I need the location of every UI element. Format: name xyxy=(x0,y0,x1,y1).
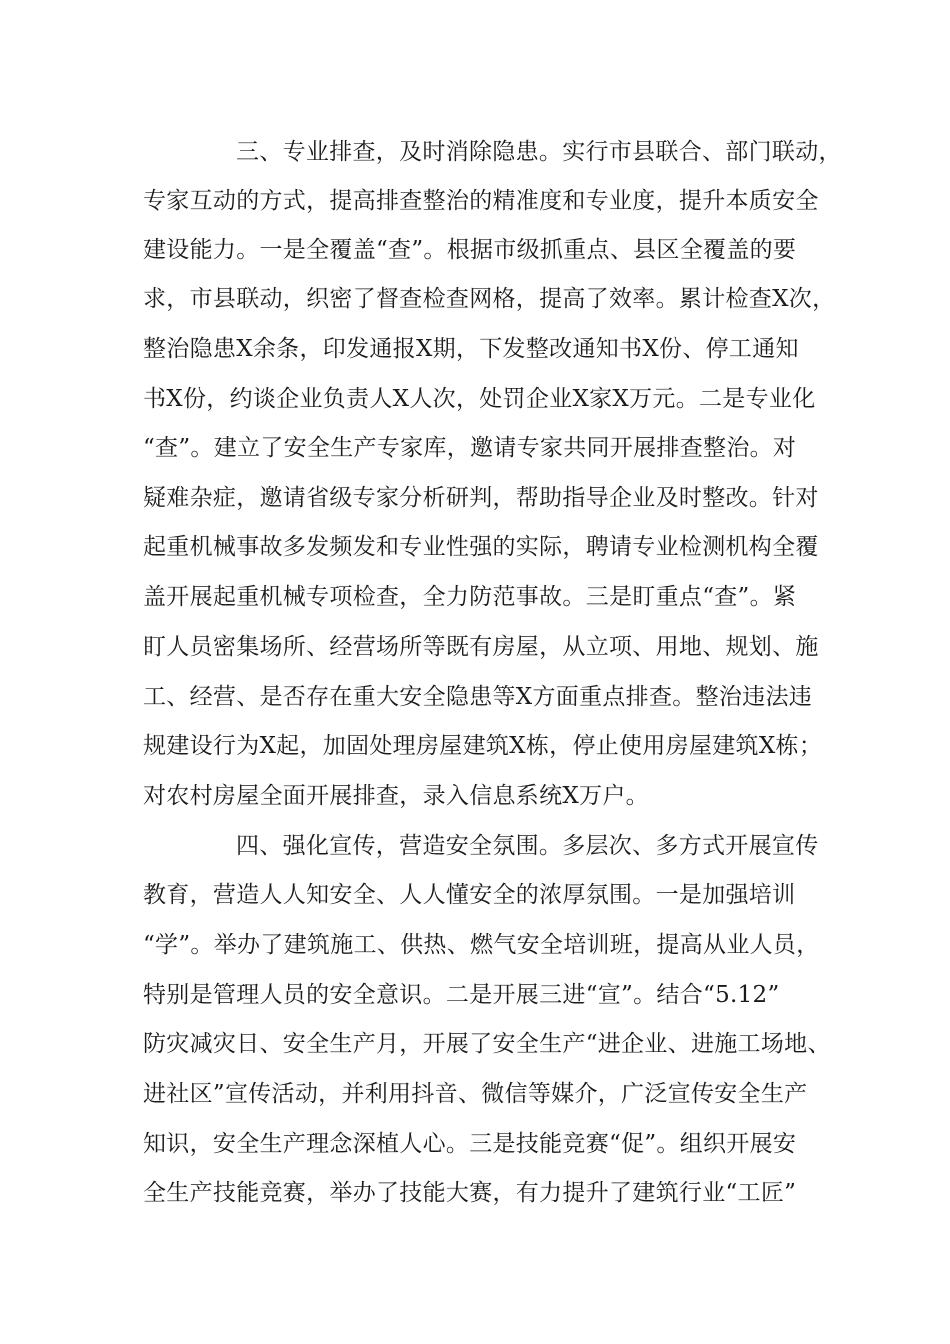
paragraph-line: 特别是管理人员的安全意识。二是开展三进“宣”。结合“5.12” xyxy=(143,982,780,1008)
paragraph-line: 规建设行为X起，加固处理房屋建筑X栋，停止使用房屋建筑X栋； xyxy=(143,733,823,759)
paragraph-line: 防灾减灾日、安全生产月，开展了安全生产“进企业、进施工场地、 xyxy=(143,1031,831,1057)
paragraph-line: 整治隐患X余条，印发通报X期，下发整改通知书X份、停工通知 xyxy=(143,336,799,362)
paragraph-line: 对农村房屋全面开展排查，录入信息系统X万户。 xyxy=(143,783,649,809)
paragraph-line: 盯人员密集场所、经营场所等既有房屋，从立项、用地、规划、施 xyxy=(143,634,819,660)
paragraph-line: 四、强化宣传，营造安全氛围。多层次、多方式开展宣传 xyxy=(236,833,819,859)
paragraph-line: 疑难杂症，邀请省级专家分析研判，帮助指导企业及时整改。针对 xyxy=(143,485,819,511)
paragraph-line: 进社区”宣传活动，并利用抖音、微信等媒介，广泛宣传安全生产 xyxy=(143,1081,808,1107)
paragraph-line: “查”。建立了安全生产专家库，邀请专家共同开展排查整治。对 xyxy=(143,435,797,461)
paragraph-line: 建设能力。一是全覆盖“查”。根据市级抓重点、县区全覆盖的要 xyxy=(143,237,797,263)
paragraph-line: 三、专业排查，及时消除隐患。实行市县联合、部门联动， xyxy=(236,139,842,165)
paragraph-line: 盖开展起重机械专项检查，全力防范事故。三是盯重点“查”。紧 xyxy=(143,584,797,610)
paragraph-line: 求，市县联动，织密了督查检查网格，提高了效率。累计检查X次， xyxy=(143,286,836,312)
paragraph-line: “学”。举办了建筑施工、供热、燃气安全培训班，提高从业人员， xyxy=(143,932,820,958)
paragraph-line: 全生产技能竞赛，举办了技能大赛，有力提升了建筑行业“工匠” xyxy=(143,1180,797,1206)
paragraph-line: 书X份，约谈企业负责人X人次，处罚企业X家X万元。二是专业化 xyxy=(143,386,816,412)
paragraph-line: 起重机械事故多发频发和专业性强的实际，聘请专业检测机构全覆 xyxy=(143,534,819,560)
paragraph-line: 专家互动的方式，提高排查整治的精准度和专业度，提升本质安全 xyxy=(143,188,819,214)
paragraph-line: 工、经营、是否存在重大安全隐患等X方面重点排查。整治违法违 xyxy=(143,684,813,710)
paragraph-line: 教育，营造人人知安全、人人懂安全的浓厚氛围。一是加强培训 xyxy=(143,882,796,908)
paragraph-line: 知识，安全生产理念深植人心。三是技能竞赛“促”。组织开展安 xyxy=(143,1131,797,1157)
